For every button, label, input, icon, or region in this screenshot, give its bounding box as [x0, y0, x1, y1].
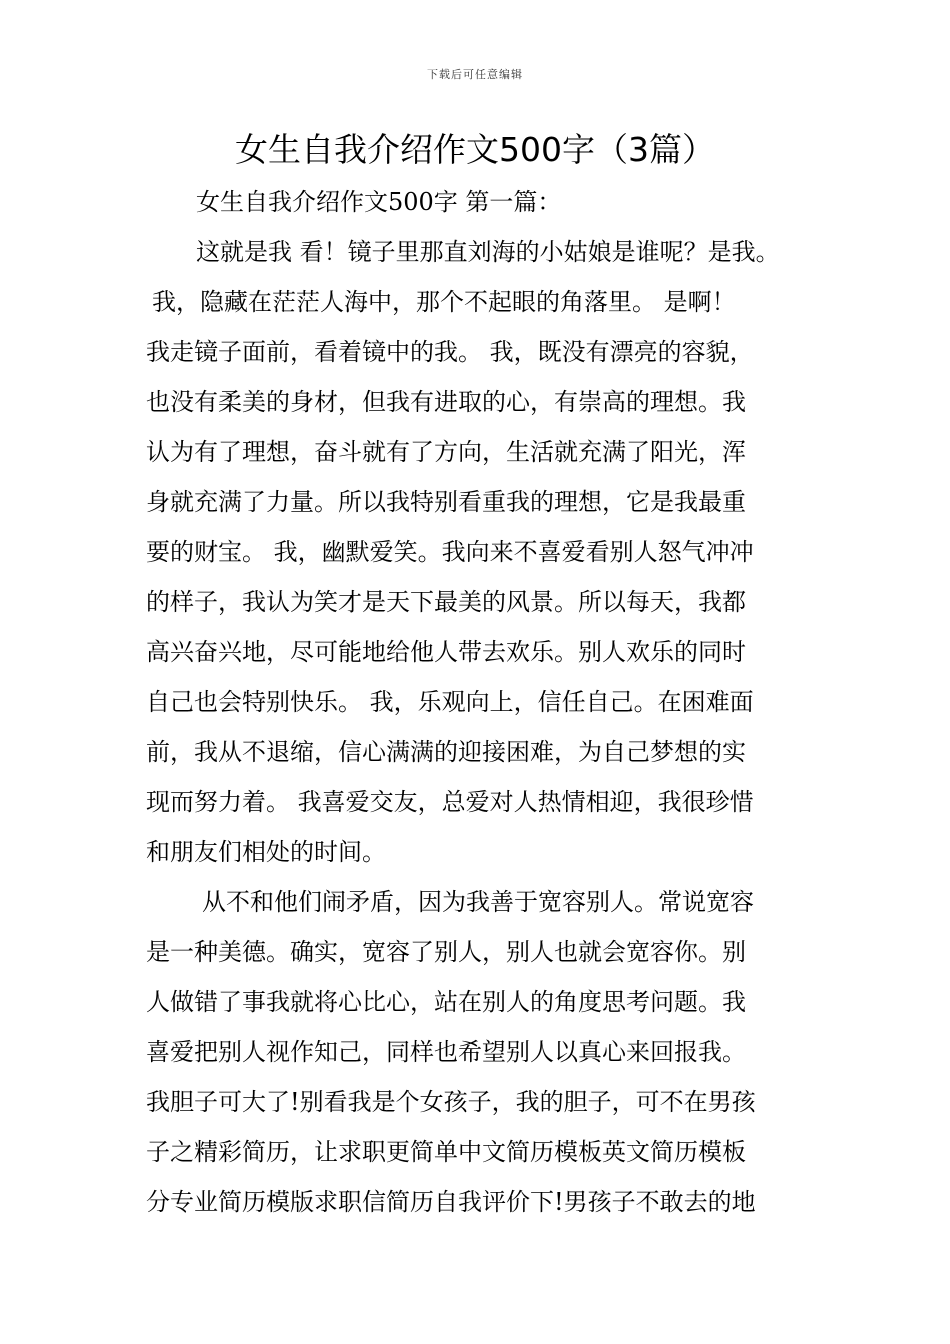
text-line: 现而努力着。 我喜爱交友，总爱对人热情相迎，我很珍惜: [146, 788, 754, 816]
text-line: 人做错了事我就将心比心，站在别人的角度思考问题。我: [146, 988, 746, 1016]
text-line: 要的财宝。 我，幽默爱笑。我向来不喜爱看别人怒气冲冲: [146, 538, 754, 566]
text-line: 也没有柔美的身材，但我有进取的心，有崇高的理想。我: [146, 388, 746, 416]
text-line: 是一种美德。确实，宽容了别人，别人也就会宽容你。别: [146, 938, 746, 966]
document-title: 女生自我介绍作文500字（3篇）: [235, 130, 715, 169]
text-line: 我胆子可大了!别看我是个女孩子，我的胆子，可不在男孩: [146, 1088, 756, 1116]
document-body: [146, 177, 816, 1227]
text-line: 分专业简历模版求职信简历自我评价下!男孩子不敢去的地: [146, 1188, 756, 1216]
text-line: 喜爱把别人视作知己，同样也希望别人以真心来回报我。: [146, 1038, 746, 1066]
text-line: 高兴奋兴地，尽可能地给他人带去欢乐。别人欢乐的同时: [146, 638, 746, 666]
text-line: 子之精彩简历，让求职更简单中文简历模板英文简历模板: [146, 1138, 746, 1166]
text-line: 自己也会特别快乐。 我，乐观向上，信任自己。在困难面: [146, 688, 754, 716]
header-note: 下载后可任意编辑: [427, 68, 523, 81]
section-heading: 女生自我介绍作文500字 第一篇：: [196, 188, 562, 216]
text-line: 认为有了理想，奋斗就有了方向，生活就充满了阳光，浑: [146, 438, 746, 466]
text-line: 我，隐藏在茫茫人海中，那个不起眼的角落里。 是啊！: [152, 288, 736, 316]
text-line: 的样子，我认为笑才是天下最美的风景。所以每天，我都: [146, 588, 746, 616]
text-line: 这就是我 看！镜子里那直刘海的小姑娘是谁呢？是我。: [196, 238, 780, 266]
text-line: 和朋友们相处的时间。: [146, 838, 386, 866]
text-line: 从不和他们闹矛盾，因为我善于宽容别人。常说宽容: [202, 888, 754, 916]
text-line: 身就充满了力量。所以我特别看重我的理想，它是我最重: [146, 488, 746, 516]
text-line: 我走镜子面前，看着镜中的我。 我，既没有漂亮的容貌，: [146, 338, 754, 366]
text-line: 前，我从不退缩，信心满满的迎接困难，为自己梦想的实: [146, 738, 746, 766]
